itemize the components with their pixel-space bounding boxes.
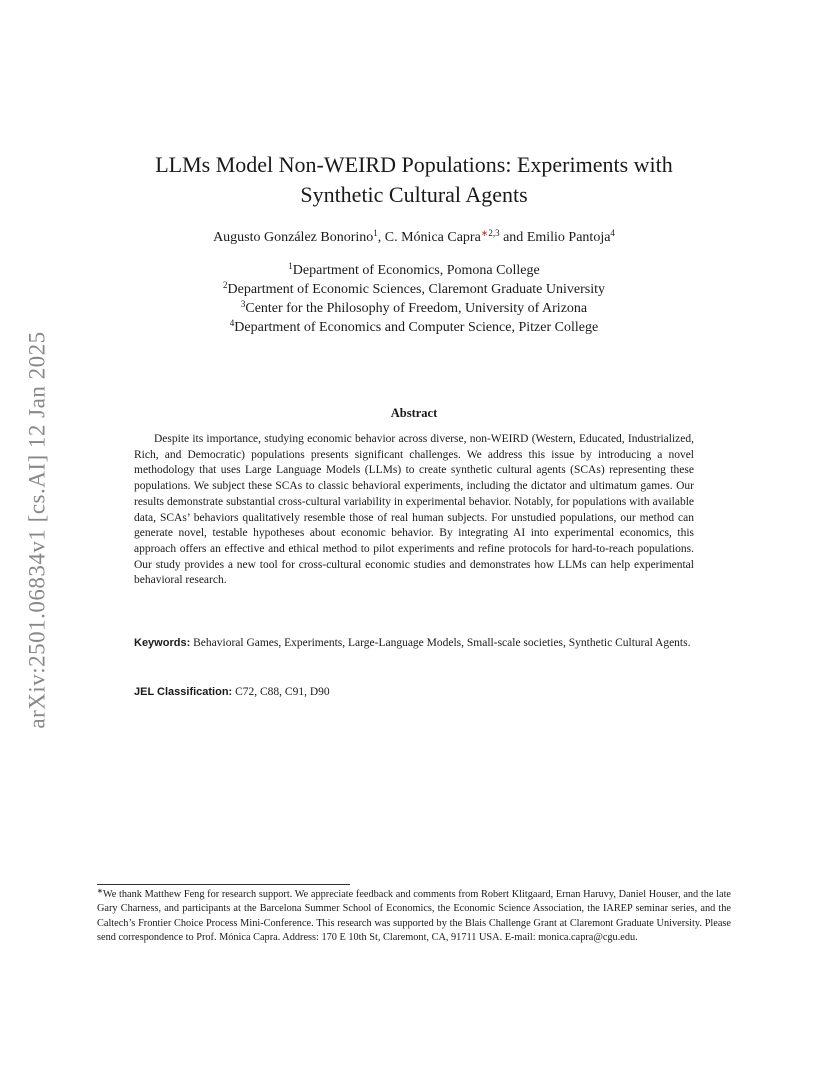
author-name: Emilio Pantoja xyxy=(526,230,611,245)
author-name: C. Mónica Capra xyxy=(384,230,481,245)
author-affiliation-number: 4 xyxy=(610,228,615,238)
affiliation-number: 2 xyxy=(223,280,228,290)
jel-classification-label: JEL Classification: xyxy=(134,686,233,698)
affiliation-item xyxy=(100,299,728,318)
paper-title-line-1: LLMs Model Non-WEIRD Populations: Experiments with xyxy=(155,152,673,177)
abstract-body: Despite its importance, studying economic behavior across diverse, non-WEIRD (Western, Educated, Industrialized, Rich, and Democratic) populations presents significant challenges. We address this issue by introducing a novel methodology that uses Large Language Models (LLMs) to create synthetic cultural agents (SCAs) representing these populations. We subject these SCAs to classic behavioral experiments, including the dictator and ultimatum games. Our results demonstrate substantial cross-cultural variability in experimental behavior. Notably, for populations with available data, SCAs’ behaviors qualitatively resemble those of real human subjects. For unstudied populations, our method can generate novel, testable hypotheses about economic behavior. By integrating AI into experimental economics, this approach offers an effective and ethical method to pilot experiments and refine protocols for hard-to-reach populations. Our study provides a new tool for cross-cultural economic studies and demonstrates how LLMs can help experimental behavioral research. xyxy=(134,433,694,587)
paper-title-line-2: Synthetic Cultural Agents xyxy=(300,182,528,207)
affiliation-item xyxy=(100,318,728,337)
keywords-label: Keywords: xyxy=(134,637,191,649)
affiliation-list xyxy=(100,261,728,337)
jel-classification-codes: C72, C88, C91, D90 xyxy=(232,686,330,698)
affiliation-text: Department of Economics, Pomona College xyxy=(292,263,540,278)
author-affiliation-number xyxy=(481,228,500,238)
keywords-paragraph xyxy=(134,636,694,652)
arxiv-identifier-stamp xyxy=(20,300,56,760)
footnote-marker: ∗ xyxy=(97,887,103,895)
author-list xyxy=(100,228,728,248)
abstract-heading: Abstract xyxy=(390,406,438,420)
footnote xyxy=(97,888,731,946)
affiliation-number: 3 xyxy=(240,299,246,309)
author-name: Augusto González Bonorino xyxy=(213,230,374,245)
affiliation-number: 4 xyxy=(229,318,235,328)
footnote-divider xyxy=(97,884,350,885)
affiliation-item xyxy=(100,261,728,280)
affiliation-text: Department of Economic Sciences, Claremont Graduate University xyxy=(227,282,605,297)
author-separator: and xyxy=(499,230,527,245)
affiliation-text: Center for the Philosophy of Freedom, University of Arizona xyxy=(245,301,588,316)
affiliation-number: 1 xyxy=(288,261,293,271)
affiliation-item xyxy=(100,280,728,299)
author-separator: , xyxy=(377,230,385,245)
arxiv-identifier-text: arXiv:2501.06834v1 [cs.AI] 12 Jan 2025 xyxy=(25,331,51,729)
keywords-text: Behavioral Games, Experiments, Large-Language Models, Small-scale societies, Synthetic Cultural Agents. xyxy=(190,637,691,649)
author-affiliation-number-text: 2,3 xyxy=(488,228,500,238)
jel-classification-paragraph xyxy=(134,685,694,701)
author-affiliation-number: 1 xyxy=(373,228,378,238)
footnote-text: We thank Matthew Feng for research support. We appreciate feedback and comments from Robert Klitgaard, Ernan Haruvy, Daniel Houser, and the late Gary Charness, and participants at the Barcelona Summer School of Economics, the Economic Science Association, the IAREP seminar series, and the Caltech’s Frontier Choice Process Mini-Conference. This research was supported by the Blais Challenge Grant at Claremont Graduate University. Please send correspondence to Prof. Mónica Capra. Address: 170 E 10th St, Claremont, CA, 91711 USA. E-mail: monica.capra@cgu.edu. xyxy=(97,889,731,944)
footnote-star-link[interactable]: ∗ xyxy=(480,228,489,238)
paper-title xyxy=(100,150,728,210)
affiliation-text: Department of Economics and Computer Science, Pitzer College xyxy=(234,320,599,335)
